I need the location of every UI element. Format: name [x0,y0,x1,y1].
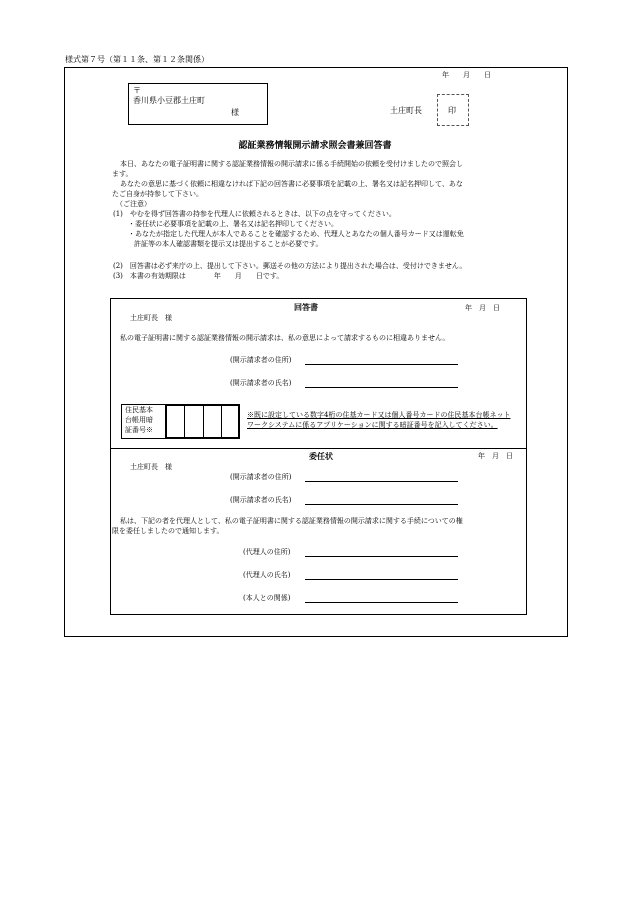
pin-label-line-2: 台帳用暗 [125,416,153,424]
proxy-recipient: 土庄町長 様 [130,463,172,471]
proxy-date: 年 月 日 [478,452,513,460]
form-number-label: 様式第７号（第１１条、第１２条関係） [65,55,209,64]
answer-recipient: 土庄町長 様 [130,314,172,322]
address-text: 香川県小豆郡土庄町 [133,96,205,105]
requester-address-label: (開示請求者の住所) [230,356,292,364]
pin-note-line-1: ※既に設定している数字4桁の住基カード又は個人番号カードの住民基本台帳ネット [247,411,511,419]
mayor-label: 土庄町長 [390,106,422,115]
proxy-requester-name-label: (開示請求者の氏名) [230,496,292,504]
pin-label-line-3: 証番号※ [125,426,153,434]
postal-mark: 〒 [133,86,141,95]
agent-name-field[interactable] [305,579,458,580]
body-line-2: ます。 [112,170,133,178]
body-line-4: たご自身が持参して下さい。 [112,190,203,198]
note-2: (2) 回答書は必ず来庁の上、提出して下さい。郵送その他の方法により提出された場合は、受付けできません。 [113,262,467,270]
requester-name-field[interactable] [305,387,458,388]
proxy-requester-address-label: (開示請求者の住所) [230,473,292,481]
note-1: (1) やむを得ず回答書の持参を代理人に依頼されるときは、以下の点を守ってください。 [113,210,396,218]
proxy-statement-line-1: 私は、下記の者を代理人として、私の電子証明書に関する認証業務情報の開示請求に関する手続についての権 [120,517,463,525]
proxy-requester-address-field[interactable] [305,481,458,482]
relation-field[interactable] [305,602,458,603]
pin-note-line-2: ワークシステムに係るアプリケーションに関する暗証番号を記入してください。 [247,421,498,429]
note-1b: ・あなたが指定した代理人が本人であることを確認するため、代理人とあなたの個人番号カード又は運転免 [128,230,464,238]
agent-address-label: (代理人の住所) [243,548,291,556]
document-title: 認証業務情報開示請求照会書兼回答書 [238,141,392,151]
notice-heading: （ご注意） [116,200,151,208]
answer-statement: 私の電子証明書に関する認証業務情報の開示請求は、私の意思によって請求するものに相違ありません。 [120,334,450,342]
agent-address-field[interactable] [305,556,458,557]
answer-title: 回答書 [294,302,318,312]
note-1c: 許証等の本人確認書類を提示又は提出することが必要です。 [134,240,323,248]
pin-cell-divider [221,406,222,437]
agent-name-label: (代理人の氏名) [243,571,291,579]
pin-cell-divider [203,406,204,437]
pin-entry-grid[interactable] [165,404,240,439]
proxy-title: 委任状 [309,451,333,461]
requester-address-field[interactable] [305,364,458,365]
date-line: 年 月 日 [442,71,491,79]
pin-cell-divider [184,406,185,437]
proxy-requester-name-field[interactable] [305,504,458,505]
seal-label: 印 [448,106,456,115]
proxy-statement-line-2: 限を委任しましたので通知します。 [112,527,224,535]
relation-label: (本人との関係) [243,594,291,602]
address-sama: 様 [231,108,239,117]
note-3: (3) 本書の有効期限は 年 月 日です。 [113,272,284,280]
answer-date: 年 月 日 [465,304,500,312]
pin-label-line-1: 住民基本 [125,406,153,414]
note-1a: ・委任状に必要事項を記載の上、署名又は記名押印してください。 [128,220,338,228]
requester-name-label: (開示請求者の氏名) [230,379,292,387]
section-divider [110,448,527,449]
body-line-1: 本日、あなたの電子証明書に関する認証業務情報の開示請求に係る手続開始の依頼を受付けましたので照会し [120,160,463,168]
body-line-3: あなたの意思に基づく依頼に相違なければ下記の回答書に必要事項を記載の上、署名又は記名押印して、あな [120,180,463,188]
